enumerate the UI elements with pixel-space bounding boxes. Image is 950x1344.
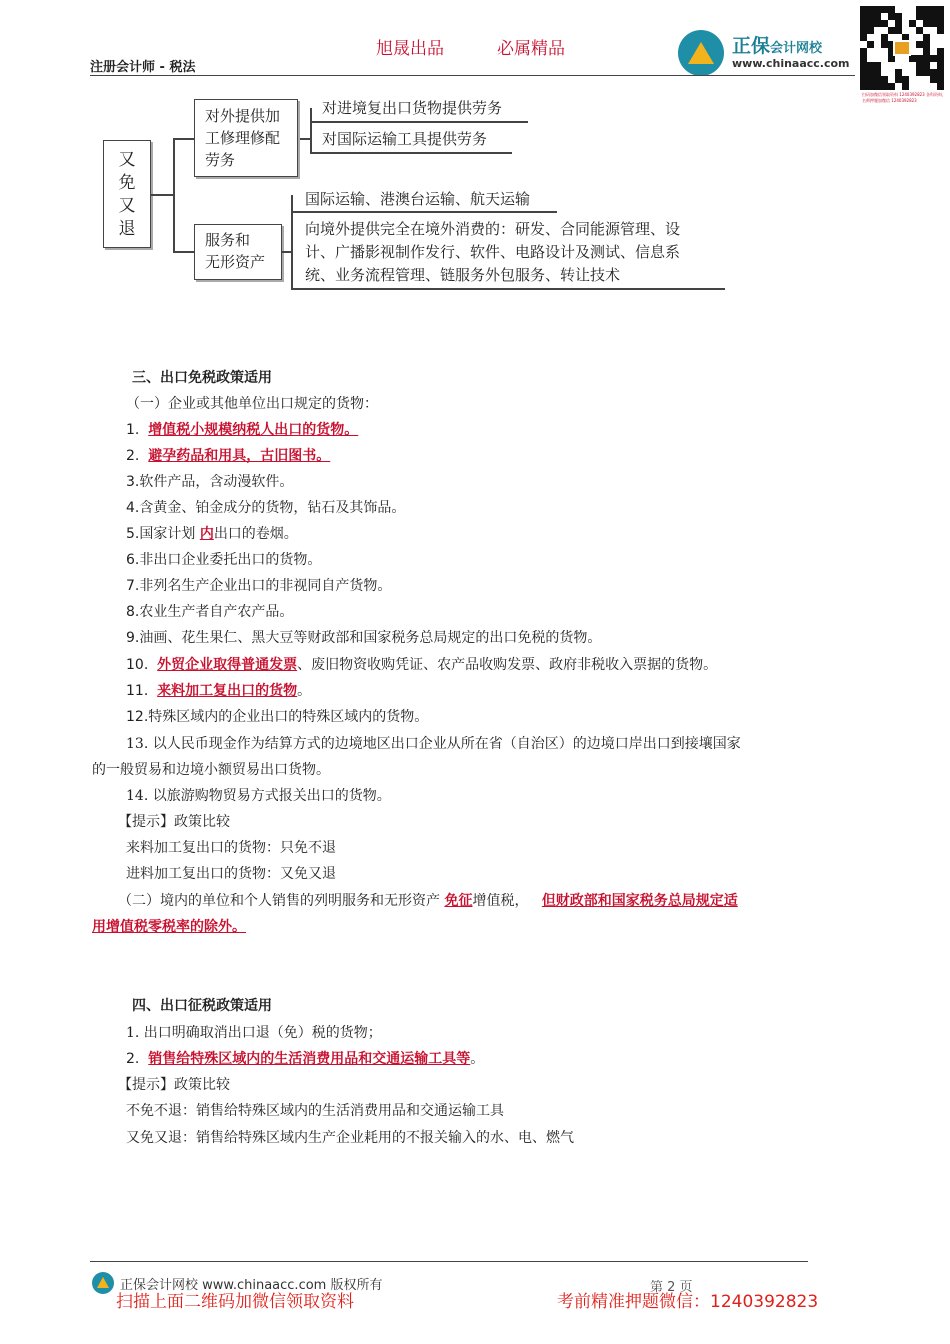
- item-text: 、废旧物资收购凭证、农产品收购发票、政府非税收入票据的货物。: [297, 657, 718, 673]
- header-slogan-1: 旭晟出品: [376, 39, 444, 59]
- item-number: 3.: [126, 474, 140, 490]
- item-text: 农业生产者自产农产品。: [139, 604, 294, 620]
- diagram-connector: [310, 121, 528, 123]
- tip-line: 不免不退：销售给特殊区域内的生活消费用品和交通运输工具: [126, 1103, 504, 1119]
- list-item: [126, 524, 298, 544]
- item-number: 2.: [126, 448, 140, 464]
- diagram-connector: [151, 194, 173, 196]
- logo-name-sub: 会计网校: [770, 41, 823, 56]
- tip-line: 又免又退：销售给特殊区域内生产企业耗用的不报关输入的水、电、燃气: [126, 1130, 574, 1146]
- item-text: 油画、花生果仁、黑大豆等财政部和国家税务总局规定的出口免税的货物。: [139, 630, 602, 646]
- item-text: 特殊区域内的企业出口的特殊区域内的货物。: [148, 709, 429, 725]
- item-highlight: 销售给特殊区域内的生活消费用品和交通运输工具等: [148, 1051, 471, 1067]
- diagram-connector: [173, 138, 175, 252]
- list-item: [126, 707, 428, 727]
- footer-copyright: 正保会计网校 www.chinaacc.com 版权所有: [120, 1278, 383, 1293]
- diagram-connector: [173, 138, 194, 140]
- diagram-leaf-offshore-services: [305, 218, 735, 287]
- footer-divider: [90, 1261, 808, 1262]
- diagram-root-char: 又: [118, 150, 136, 170]
- header-slogan-2: 必属精品: [497, 39, 565, 59]
- diagram-connector: [291, 195, 293, 289]
- diagram-root-box: [103, 140, 151, 248]
- tip-title: 【提示】政策比较: [118, 1077, 230, 1093]
- item-text: 非出口企业委托出口的货物。: [139, 552, 322, 568]
- diagram-leaf-intl-transport-tools: 对国际运输工具提供劳务: [322, 130, 488, 148]
- tip-title: 【提示】政策比较: [118, 814, 230, 830]
- list-item: [126, 655, 717, 675]
- item-number: 1.: [126, 422, 140, 438]
- tip-line: 进料加工复出口的货物：又免又退: [126, 866, 336, 882]
- branch-2-line: 无形资产: [205, 253, 266, 271]
- item-number: 12.: [126, 709, 149, 725]
- item-number: 11.: [126, 683, 149, 699]
- list-item: [126, 628, 601, 648]
- diagram-branch-services: [194, 224, 282, 280]
- item-text: 出口的卷烟。: [213, 526, 298, 542]
- diagram-connector: [291, 211, 557, 213]
- section-3-title: 三、出口免税政策适用: [132, 370, 272, 386]
- logo-name-main: 正保: [732, 35, 771, 57]
- section-3-sub2-continuation: [92, 917, 246, 937]
- list-item: [126, 472, 293, 492]
- diagram-connector: [173, 251, 194, 253]
- sub2-highlight: 免征: [444, 893, 473, 909]
- section-3-sub2: [118, 891, 738, 911]
- item-number: 7.: [126, 578, 140, 594]
- footer-promo-left: 扫描上面二维码加微信领取资料: [116, 1292, 354, 1312]
- list-item: [126, 420, 358, 440]
- list-item: [126, 576, 391, 596]
- item-highlight: 来料加工复出口的货物: [157, 683, 298, 699]
- sub2-text: （二）境内的单位和个人销售的列明服务和无形资产: [118, 893, 440, 909]
- offshore-services-line: 向境外提供完全在境外消费的：研发、合同能源管理、设: [305, 220, 681, 238]
- footer-promo-right: 考前精准押题微信：1240392823: [557, 1292, 819, 1312]
- diagram-connector: [310, 152, 512, 154]
- list-item: [126, 446, 330, 466]
- course-title: 注册会计师 - 税法: [90, 60, 196, 75]
- list-item: [126, 550, 321, 570]
- item-number: 4.: [126, 500, 140, 516]
- diagram-connector: [291, 288, 725, 290]
- list-item: 14. 以旅游购物贸易方式报关出口的货物。: [126, 788, 391, 804]
- diagram-root-char: 免: [118, 173, 136, 193]
- item-text: 国家计划: [139, 526, 196, 542]
- sub2-highlight: 但财政部和国家税务总局规定适: [541, 893, 738, 909]
- qr-caption: 扫码加微信领取资料 1240392823 各科资料，名师押题加微信 1240392823: [862, 92, 946, 103]
- list-item: [126, 681, 311, 701]
- item-highlight: 增值税小规模纳税人出口的货物。: [148, 422, 359, 438]
- diagram-leaf-intl-transport: 国际运输、港澳台运输、航天运输: [305, 190, 531, 208]
- item-number: 10.: [126, 657, 149, 673]
- list-item: [126, 1049, 484, 1069]
- item-text: 含黄金、铂金成分的货物，钻石及其饰品。: [139, 500, 406, 516]
- branch-1-line: 劳务: [205, 151, 236, 169]
- item-number: 6.: [126, 552, 140, 568]
- offshore-services-line: 计、广播影视制作发行、软件、电路设计及测试、信息系: [305, 243, 681, 261]
- sub2-text: 增值税，: [472, 893, 529, 909]
- list-item-continuation: 的一般贸易和边境小额贸易出口货物。: [92, 762, 330, 778]
- tip-line: 来料加工复出口的货物：只免不退: [126, 840, 336, 856]
- item-text: 非列名生产企业出口的非视同自产货物。: [139, 578, 392, 594]
- diagram-root-char: 又: [118, 196, 136, 216]
- item-number: 2.: [126, 1051, 140, 1067]
- logo-url: www.chinaacc.com: [732, 57, 850, 70]
- branch-1-line: 工修理修配: [205, 129, 281, 147]
- diagram-connector: [310, 108, 312, 153]
- diagram-branch-processing: [194, 99, 298, 177]
- item-number: 9.: [126, 630, 140, 646]
- sub2-highlight: 用增值税零税率的除外。: [92, 919, 246, 935]
- diagram-connector: [300, 138, 310, 140]
- item-highlight: 避孕药品和用具，古旧图书。: [148, 448, 331, 464]
- item-text: 。: [297, 683, 312, 699]
- section-3-sub1: （一）企业或其他单位出口规定的货物：: [126, 396, 378, 412]
- diagram-leaf-reentry: 对进境复出口货物提供劳务: [322, 99, 503, 117]
- offshore-services-line: 统、业务流程管理、链服务外包服务、转让技术: [305, 266, 621, 284]
- item-text: 软件产品，含动漫软件。: [139, 474, 294, 490]
- list-item: [126, 602, 293, 622]
- page-number: 第 2 页: [650, 1280, 693, 1295]
- item-highlight: 内: [199, 526, 214, 542]
- item-number: 8.: [126, 604, 140, 620]
- branch-1-line: 对外提供加: [205, 107, 281, 125]
- item-highlight: 外贸企业取得普通发票: [157, 657, 298, 673]
- item-number: 5.: [126, 526, 140, 542]
- list-item: [126, 498, 405, 518]
- policy-diagram: [0, 0, 950, 300]
- list-item: 13. 以人民币现金作为结算方式的边境地区出口企业从所在省（自治区）的边境口岸出口到接壤国家: [126, 736, 741, 752]
- list-item: 1. 出口明确取消出口退（免）税的货物；: [126, 1025, 382, 1041]
- item-text: 。: [470, 1051, 485, 1067]
- diagram-root-char: 退: [118, 219, 136, 239]
- branch-2-line: 服务和: [205, 231, 251, 249]
- footer-logo-icon: [92, 1272, 114, 1294]
- section-4-title: 四、出口征税政策适用: [132, 998, 272, 1014]
